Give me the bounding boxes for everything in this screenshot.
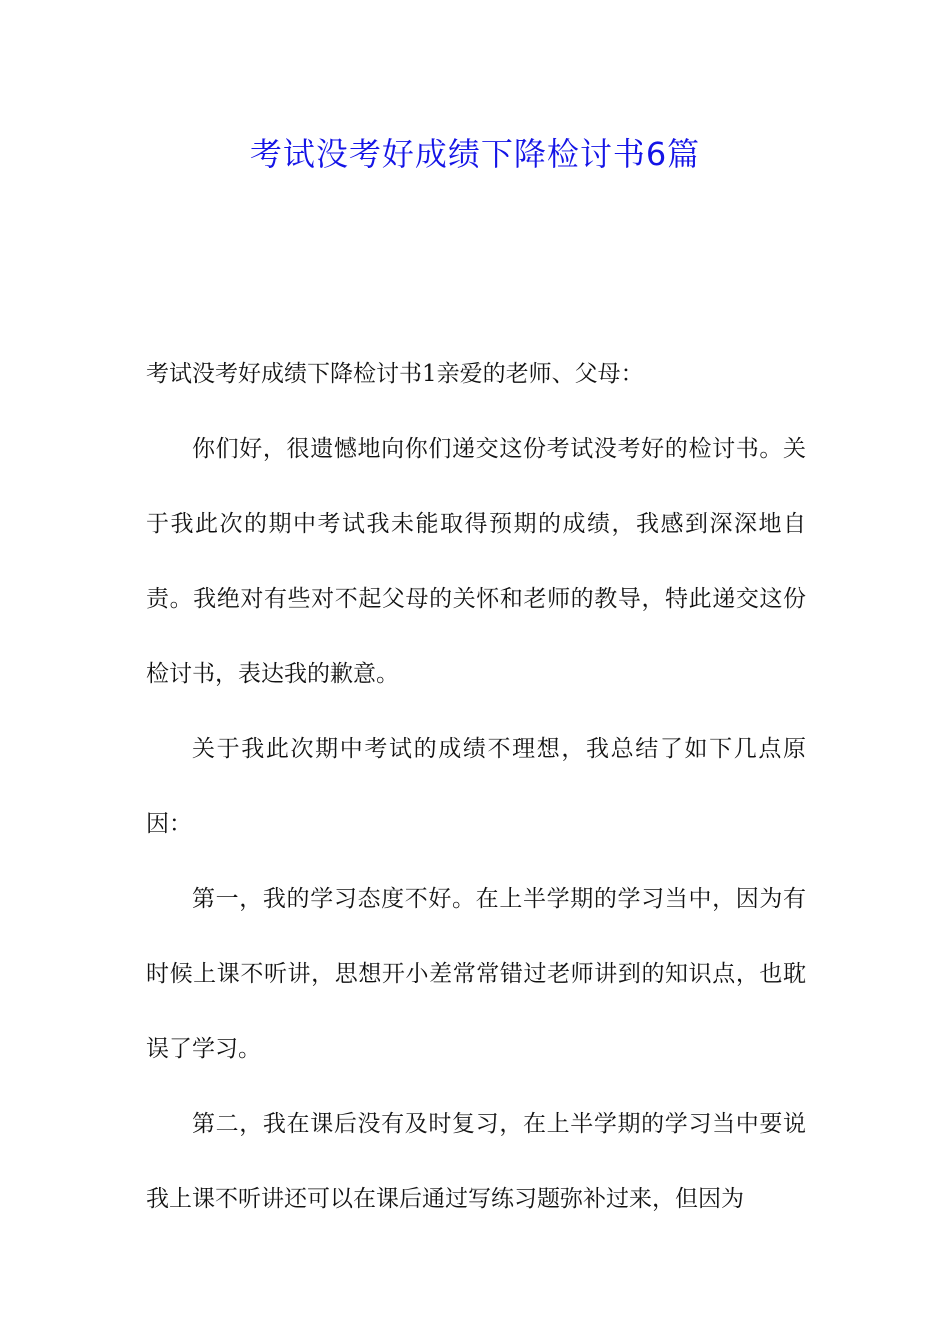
paragraph-reason-one: 第一，我的学习态度不好。在上半学期的学习当中，因为有时候上课不听讲，思想开小差常常错过老师讲到的知识点，也耽误了学习。 [146, 886, 806, 1062]
paragraph-reason-two: 第二，我在课后没有及时复习，在上半学期的学习当中要说我上课不听讲还可以在课后通过写练习题弥补过来，但因为 [146, 1111, 806, 1212]
paragraph-opening: 考试没考好成绩下降检讨书1亲爱的老师、父母： [146, 361, 644, 387]
document-title: 考试没考好成绩下降检讨书6篇 [249, 135, 701, 173]
document-body [146, 337, 806, 1237]
paragraph-reasons-intro: 关于我此次期中考试的成绩不理想，我总结了如下几点原因： [146, 736, 806, 837]
paragraph-apology: 你们好，很遗憾地向你们递交这份考试没考好的检讨书。关于我此次的期中考试我未能取得预期的成绩，我感到深深地自责。我绝对有些对不起父母的关怀和老师的教导，特此递交这份检讨书，表达我的歉意。 [146, 436, 806, 687]
